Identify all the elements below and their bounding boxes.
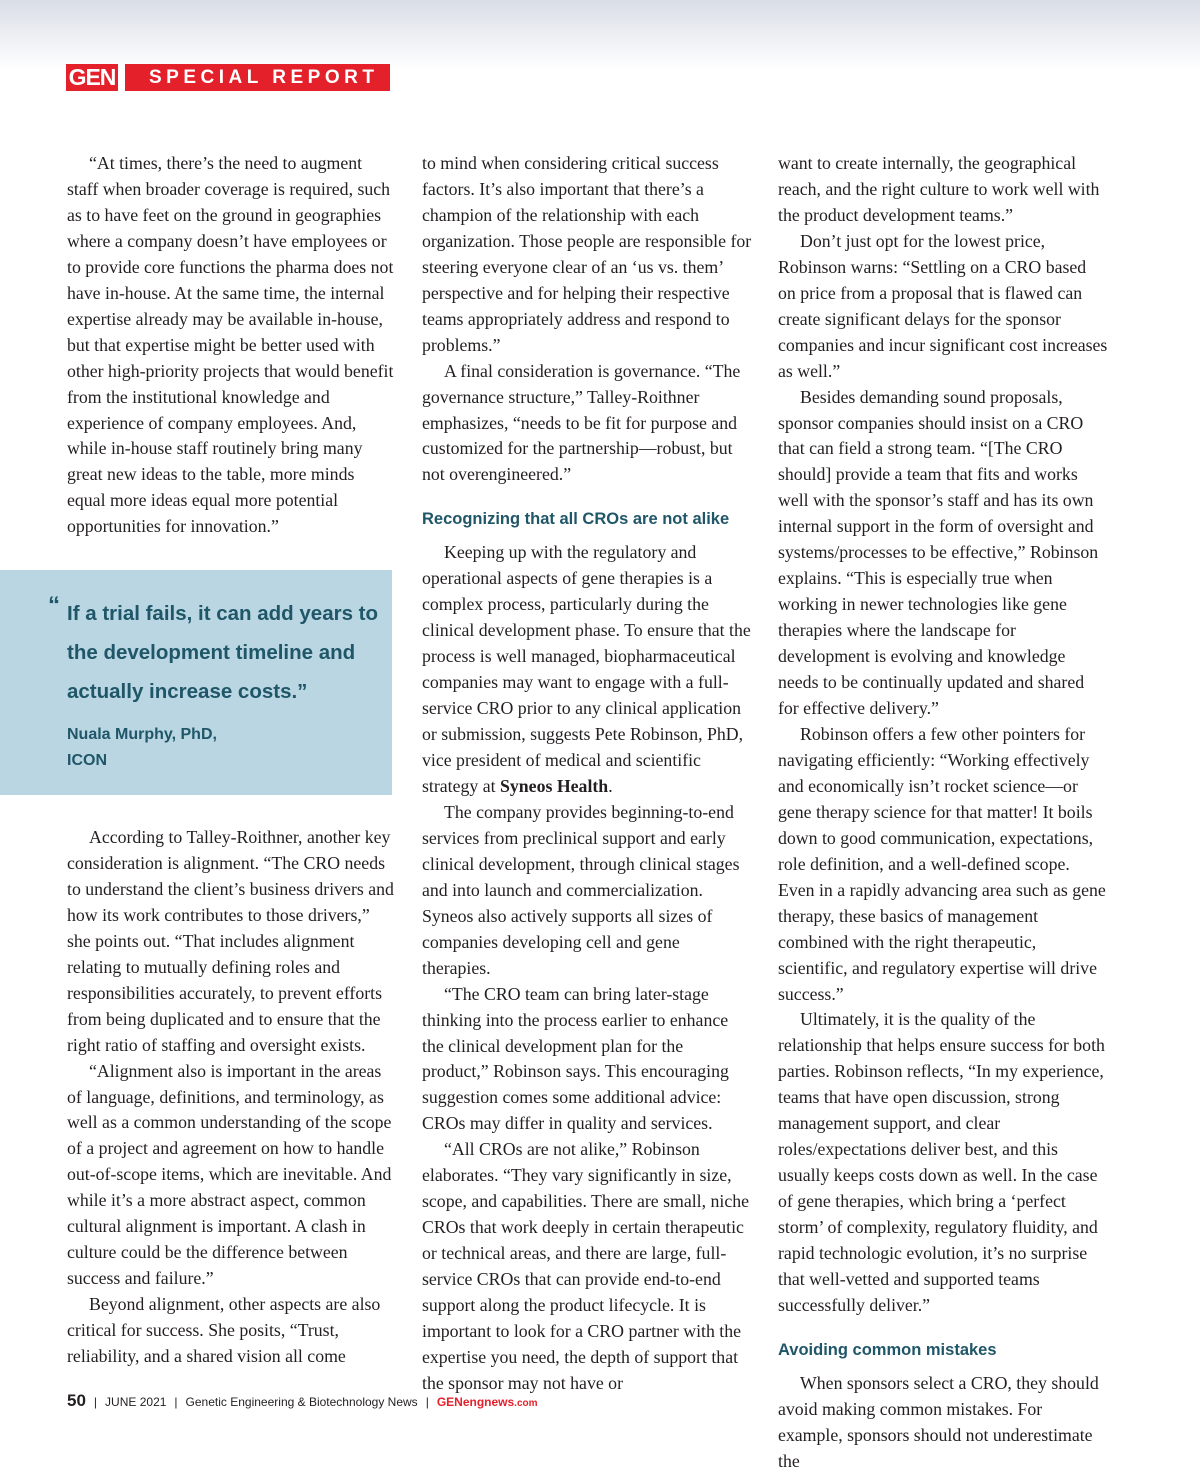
paragraph: A final consideration is governance. “The governance structure,” Talley-Roithner emphasizes, “needs to be fit for purpose and customized for the partnership—robust, but not overengineered.” <box>422 360 741 485</box>
pull-quote-text: If a trial fails, it can add years to the development timeline and actually increase costs.” <box>67 602 379 703</box>
section-heading: Avoiding common mistakes <box>778 1340 997 1359</box>
paragraph: “At times, there’s the need to augment staff when broader coverage is required, such as to have feet on the ground in geographies where a company doesn’t have employees or to provide core functions the pharma does not have in-house. At the same time, the internal expertise already may be available in-house, but that expertise might be better used with other high-priority projects that would benefit from the institutional knowledge and experience of company employees. And, while in-house staff routinely bring many great new ideas to the table, more minds equal more ideas equal more potential opportunities for innovation.” <box>67 153 394 537</box>
divider: | <box>425 1395 429 1409</box>
paragraph-text: Keeping up with the regulatory and operational aspects of gene therapies is a complex process, particularly during the clinical development phase. To ensure that the process is well managed, biopharmaceutical companies may want to engage with a full-service CRO prior to any clinical application or submission, suggests Pete Robinson, PhD, vice president of medical and scientific strategy at <box>422 542 751 796</box>
paragraph: Ultimately, it is the quality of the relationship that helps ensure success for both parties. Robinson reflects, “In my experience, teams that have open discussion, strong management support, and clear roles/expectations deliver best, and this usually keeps costs down as well. In the case of gene therapies, which bring a ‘perfect storm’ of complexity, regulatory fluidity, and rapid technologic evolution, it’s no surprise that well-vetted and supported teams successfully deliver.” <box>778 1009 1105 1315</box>
issue-date: JUNE 2021 <box>105 1395 167 1409</box>
paragraph: “All CROs are not alike,” Robinson elaborates. “They vary significantly in size, scope, and capabilities. There are small, niche CROs that work deeply in certain therapeutic or technical areas, and there are large, full-service CROs that can provide end-to-end support along the product lifecycle. It is important to look for a CRO partner with the expertise you need, the depth of support that the sponsor may not have or <box>422 1139 750 1393</box>
paragraph: Don’t just opt for the lowest price, Robinson warns: “Settling on a CRO based on price from a proposal that is flawed can create significant delays for the sponsor companies and incur significant cost increases as well.” <box>778 230 1108 381</box>
paragraph: “Alignment also is important in the areas of language, definitions, and terminology, as well as a common understanding of the scope of a project and agreement on how to handle out-of-scope items, which are inevitable. And while it’s a more abstract aspect, common cultural alignment is important. A clash in culture could be the difference between success and failure.” <box>67 1060 392 1289</box>
divider: | <box>93 1395 98 1409</box>
paragraph: Beyond alignment, other aspects are also critical for success. She posits, “Trust, reliability, and a shared vision all come <box>67 1294 381 1367</box>
page-header <box>66 64 390 91</box>
quote-mark-icon: “ <box>48 592 60 619</box>
company-name: Syneos Health <box>500 775 609 796</box>
paragraph: The company provides beginning-to-end services from preclinical support and early clinical development, through clinical stages and into launch and commercialization. Syneos also actively supports all sizes of companies developing cell and gene therapies. <box>422 801 740 978</box>
publication-name: Genetic Engineering & Biotechnology News <box>185 1395 418 1409</box>
pull-quote-attribution-name: Nuala Murphy, PhD, <box>67 726 217 743</box>
site-link-tld: .com <box>514 1398 538 1409</box>
paragraph: want to create internally, the geographical reach, and the right culture to work well with the product development teams.” <box>778 153 1100 225</box>
pull-quote-attribution-org: ICON <box>67 752 107 769</box>
paragraph: When sponsors select a CRO, they should avoid making common mistakes. For example, sponsors should not underestimate the <box>778 1372 1099 1471</box>
gen-logo: GEN <box>66 64 118 91</box>
paragraph: Robinson offers a few other pointers for navigating efficiently: “Working effectively and economically isn’t rocket science—or gene therapy science for that matter! It boils down to good communication, expectations, role definition, and a well-defined scope. Even in a rapidly advancing area such as gene therapy, these basics of management combined with the right therapeutic, scientific, and regulatory expertise will drive success.” <box>778 723 1106 1004</box>
column-2 <box>422 151 752 1397</box>
site-link-main: GENengnews <box>436 1395 515 1409</box>
paragraph: to mind when considering critical success factors. It’s also important that there’s a champion of the relationship with each organization. Those people are responsible for steering everyone clear of an ‘us vs. them’ perspective and for helping their respective teams appropriately address and respond to problems.” <box>422 153 752 355</box>
divider: | <box>174 1395 178 1409</box>
section-heading: Recognizing that all CROs are not alike <box>422 510 730 529</box>
section-label: SPECIAL REPORT <box>125 64 390 91</box>
paragraph: According to Talley-Roithner, another key consideration is alignment. “The CRO needs to understand the client’s business drivers and how its work contributes to those drivers,” she points out. “That includes alignment relating to mutually defining roles and responsibilities accurately, to prevent efforts from being duplicated and to ensure that the right ratio of staffing and oversight exists. <box>67 827 394 1055</box>
page-footer <box>67 1390 538 1412</box>
column-1-bottom <box>67 825 397 1370</box>
paragraph <box>422 540 752 800</box>
paragraph: “The CRO team can bring later-stage thinking into the process earlier to enhance the clinical development plan for the product,” Robinson says. This encouraging suggestion comes some additional advice: CROs may differ in quality and services. <box>422 983 729 1134</box>
column-3 <box>778 151 1108 1475</box>
site-link[interactable] <box>437 1395 538 1409</box>
pull-quote <box>0 570 392 795</box>
column-1-top <box>67 151 397 540</box>
paragraph: Besides demanding sound proposals, sponsor companies should insist on a CRO that can field a strong team. “[The CRO should] provide a team that fits and works well with the sponsor’s staff and has its own internal support in the form of oversight and systems/processes to be effective,” Robinson explains. “This is especially true when working in newer technologies like gene therapies where the landscape for development is evolving and knowledge needs to be continually updated and shared for effective delivery.” <box>778 386 1099 719</box>
page-number: 50 <box>67 1391 86 1410</box>
page-top-shade <box>0 0 1200 70</box>
paragraph-text: . <box>608 775 613 796</box>
